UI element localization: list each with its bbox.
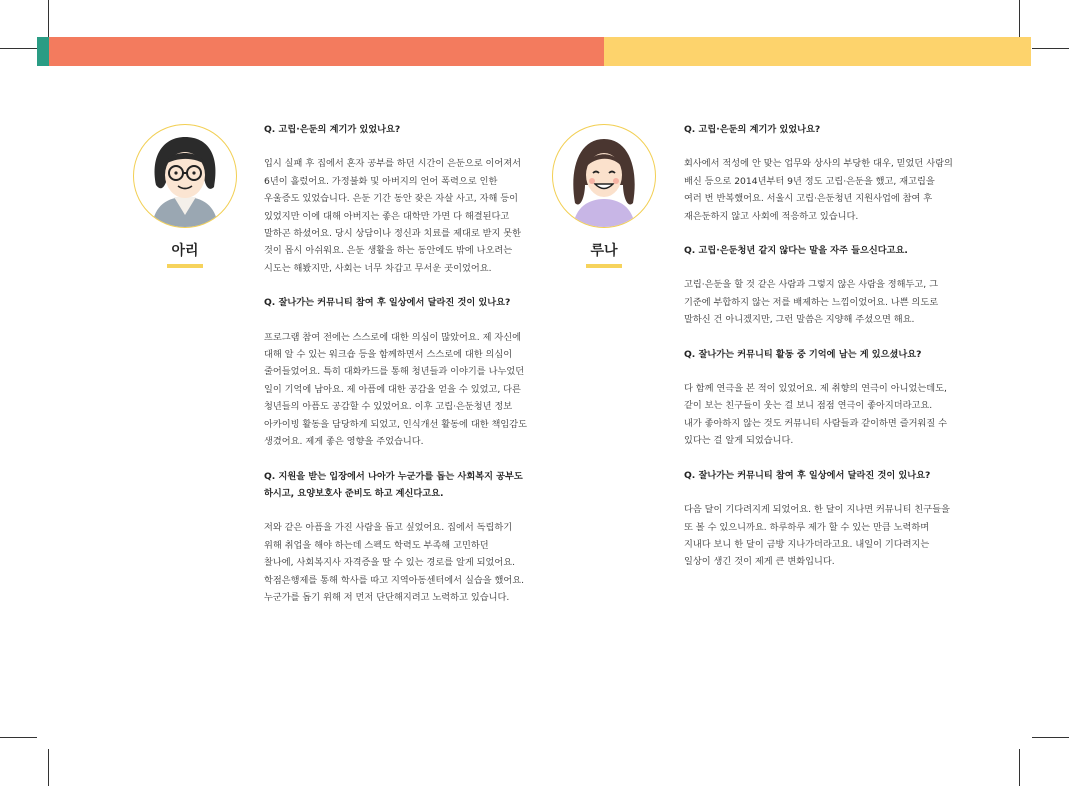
header-band-left	[49, 37, 604, 66]
crop-mark	[1032, 737, 1069, 738]
answer: 저와 같은 아픔을 가진 사람을 돕고 싶었어요. 집에서 독립하기 위해 취업을 해야 하는데 스펙도 학력도 부족해 고민하던 찰나에, 사회복지사 자격증을 딸 수 있는 경로를 알게 되었어요. 학점은행제를 통해 학사를 따고 지역아동센터에서 실습을 했어요. 누군가를 돕기 위해 저 먼저 단단해지려고 노력하고 있습니다.	[264, 522, 525, 603]
crop-mark	[1019, 749, 1020, 786]
answer: 고립·은둔을 할 것 같은 사람과 그렇지 않은 사람을 정해두고, 그 기준에 부합하지 않는 저를 배제하는 느낌이었어요. 나쁜 의도로 말하신 건 아니겠지만, 그런 말씀은 지양해 주셨으면 해요.	[684, 279, 939, 326]
crop-mark	[1032, 48, 1069, 49]
question: Q. 고립·은둔의 계기가 있었나요?	[264, 124, 401, 135]
question: Q. 고립·은둔청년 같지 않다는 말을 자주 들으신다고요.	[684, 245, 908, 257]
header-band-right	[604, 37, 1031, 66]
question: Q. 고립·은둔의 계기가 있었나요?	[684, 124, 821, 135]
question: Q. 잘나가는 커뮤니티 참여 후 일상에서 달라진 것이 있나요?	[684, 469, 931, 481]
answer: 회사에서 적성에 안 맞는 업무와 상사의 부당한 대우, 믿었던 사람의 배신 등으로 2014년부터 9년 정도 고립·은둔을 했고, 재고립을 여러 번 반복했어요. 서울시 고립·은둔청년 지원사업에 참여 후 재은둔하지 않고 사회에 적응하고 있습니다.	[684, 158, 953, 222]
interview-luna	[684, 121, 959, 571]
header-band-tab	[37, 37, 49, 66]
answer: 프로그램 참여 전에는 스스로에 대한 의심이 많았어요. 제 자신에 대해 알 수 있는 워크숍 등을 함께하면서 스스로에 대한 의심이 줄어들었어요. 특히 대화카드를 통해 청년들과 이야기를 나누었던 일이 기억에 남아요. 제 아픔에 대한 공감을 얻을 수 있었고, 다른 청년들의 아픔도 공감할 수 있었어요. 이후 고립·은둔청년 정보 아카이빙 활동을 담당하게 되었고, 인식개선 활동에 대한 책임감도 생겼어요. 제게 좋은 영향을 주었습니다.	[264, 331, 527, 448]
question: Q. 잘나가는 커뮤니티 참여 후 일상에서 달라진 것이 있나요?	[264, 297, 511, 309]
answer: 다 함께 연극을 본 적이 있었어요. 제 취향의 연극이 아니었는데도, 같이 보는 친구들이 웃는 걸 보니 점점 연극이 좋아지더라고요. 내가 좋아하지 않는 것도 커뮤니티 사람들과 같이하면 즐거워질 수 있다는 걸 알게 되었습니다.	[684, 383, 947, 447]
profile-name: 아리	[167, 240, 202, 268]
woman-with-glasses-avatar-icon	[133, 124, 237, 228]
answer: 입시 실패 후 집에서 혼자 공부를 하던 시간이 은둔으로 이어져서 6년이 흘렀어요. 가정불화 및 아버지의 언어 폭력으로 인한 우울증도 있었습니다. 은둔 기간 동안 잦은 자살 사고, 자해 등이 있었지만 이에 대해 아버지는 좋은 대학만 가면 다 해결된다고 말하곤 하셨어요. 당시 상담이나 정신과 치료를 제대로 받지 못한 것이 몹시 아쉬워요. 은둔 생활을 하는 동안에도 밖에 나오려는 시도는 해봤지만, 사회는 너무 차갑고 무서운 곳이었어요.	[264, 158, 522, 274]
question: Q. 지원을 받는 입장에서 나아가 누군가를 돕는 사회복지 공부도 하시고, 요양보호사 준비도 하고 계신다고요.	[264, 470, 523, 499]
profile-luna	[549, 124, 659, 268]
crop-mark	[48, 749, 49, 786]
interview-ari	[264, 121, 534, 606]
crop-mark	[1019, 0, 1020, 37]
crop-mark	[0, 48, 37, 49]
crop-mark	[0, 737, 37, 738]
crop-mark	[48, 0, 49, 37]
profile-name: 루나	[586, 240, 621, 268]
answer: 다음 달이 기다려지게 되었어요. 한 달이 지나면 커뮤니티 친구들을 또 볼 수 있으니까요. 하루하루 제가 할 수 있는 만큼 노력하며 지내다 보니 한 달이 금방 지나가더라고요. 내일이 기다려지는 일상이 생긴 것이 제게 큰 변화입니다.	[684, 504, 950, 568]
smiling-woman-avatar-icon	[552, 124, 656, 228]
question: Q. 잘나가는 커뮤니티 활동 중 기억에 남는 게 있으셨나요?	[684, 348, 922, 360]
profile-ari	[130, 124, 240, 268]
